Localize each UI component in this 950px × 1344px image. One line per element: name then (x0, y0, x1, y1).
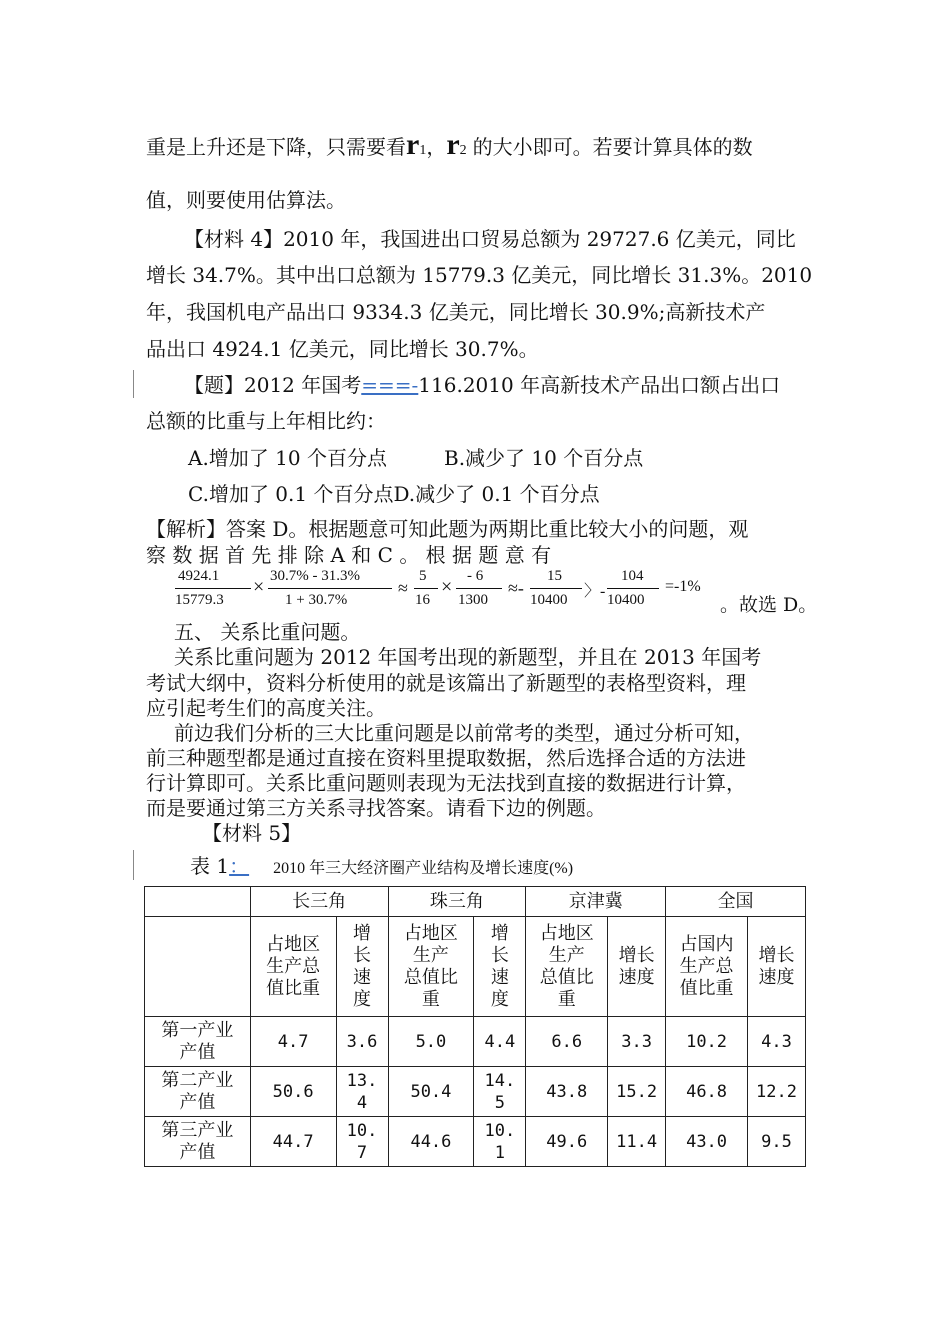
value-text: 10. (484, 1120, 516, 1141)
subheader-text: 占国内 (679, 933, 734, 955)
subheader-text: 生产 (548, 944, 585, 966)
analysis-line-2: 察 数 据 首 先 排 除 A 和 C 。 根 据 题 意 有 (146, 543, 552, 567)
value-cell (336, 1017, 388, 1067)
row-label-text: 第三产业 (161, 1119, 234, 1141)
subheader-text: 总值比 (403, 966, 458, 988)
option-a: A.增加了 10 个百分点 (188, 446, 387, 470)
table-row (145, 1067, 806, 1117)
value-text: 43.0 (686, 1131, 728, 1152)
subheader-text: 增长 (618, 944, 655, 966)
question-link[interactable]: ===- (361, 373, 419, 397)
row-label-cell (145, 1067, 251, 1117)
subscript-2: 2 (459, 143, 467, 158)
header-pearl-delta: 珠三角 (388, 887, 526, 917)
para-line-1 (146, 128, 753, 163)
value-cell (666, 1067, 748, 1117)
subscript-1: 1 (419, 143, 427, 158)
value-cell (388, 1067, 474, 1117)
subheader-text: 值比重 (679, 977, 734, 999)
value-cell (748, 1067, 806, 1117)
question-prefix: 【题】2012 年国考 (184, 373, 362, 397)
row-label-text: 产值 (179, 1091, 216, 1113)
value-cell (474, 1117, 526, 1167)
subheader-text: 重 (557, 988, 576, 1010)
subheader-text: 长 (353, 944, 372, 966)
subheader-blank-cell (145, 917, 251, 1017)
equals-result: =-1% (665, 578, 701, 595)
subheader-text: 速 (353, 966, 372, 988)
r-symbol-1: r (406, 128, 420, 161)
subheader-text: 占地区 (539, 922, 594, 944)
value-text: 3.3 (621, 1031, 652, 1052)
value-text: 4.3 (761, 1031, 792, 1052)
para-line-1-start: 重是上升还是下降，只需要看 (146, 135, 406, 159)
frac4-numerator: - 6 (467, 568, 484, 584)
subheader-text: 重 (421, 988, 440, 1010)
value-text: 10.2 (686, 1031, 728, 1052)
table-header-row-2 (145, 917, 806, 1017)
header-national: 全国 (666, 887, 806, 917)
material4-line-1: 【材料 4】2010 年，我国进出口贸易总额为 29727.6 亿美元，同比 (184, 227, 796, 251)
table-label-link[interactable]: ： (229, 854, 250, 878)
subheader-text: 增 (490, 922, 509, 944)
value-text: 9.5 (761, 1131, 792, 1152)
value-cell (526, 1067, 608, 1117)
value-cell (748, 1117, 806, 1167)
question-line-1 (184, 373, 780, 397)
material5-label: 【材料 5】 (202, 821, 302, 845)
value-cell (526, 1017, 608, 1067)
value-cell (388, 1017, 474, 1067)
approx-sign-1: ≈ (398, 578, 408, 598)
value-cell (666, 1017, 748, 1067)
section5-p2-line-4: 而是要通过第三方关系寻找答案。请看下边的例题。 (146, 796, 606, 820)
value-text: 3.6 (346, 1031, 378, 1052)
subheader-text: 生产 (412, 944, 449, 966)
industry-structure-table (144, 886, 806, 1167)
value-text: 13. (346, 1070, 378, 1091)
section5-p1-line-3: 应引起考生们的高度关注。 (146, 696, 386, 720)
subheader-text: 生产总 (266, 955, 321, 977)
subheader-cell (526, 917, 608, 1017)
value-cell (250, 1017, 336, 1067)
subheader-cell (336, 917, 388, 1017)
value-cell (474, 1067, 526, 1117)
row-label-cell (145, 1117, 251, 1167)
material4-line-2: 增长 34.7%。其中出口总额为 15779.3 亿美元，同比增长 31.3%。2010 (146, 263, 813, 287)
frac5-denominator: 10400 (530, 592, 568, 608)
para-line-2: 值，则要使用估算法。 (146, 188, 346, 212)
r-symbol-2: r (446, 128, 460, 161)
subheader-cell (388, 917, 474, 1017)
revision-bar (133, 370, 134, 398)
value-text: 10. (346, 1120, 378, 1141)
question-text: 116.2010 年高新技术产品出口额占出口 (418, 373, 781, 397)
frac2-denominator: 1 + 30.7% (285, 592, 348, 608)
row-label-text: 第一产业 (161, 1019, 234, 1041)
value-text: 44.6 (410, 1131, 452, 1152)
frac3-numerator: 5 (419, 568, 427, 584)
table-row (145, 1017, 806, 1067)
frac6-numerator: 104 (621, 568, 644, 584)
value-text: 15.2 (616, 1081, 658, 1102)
subheader-text: 速度 (618, 966, 655, 988)
analysis-line-1: 【解析】答案 D。根据题意可知此题为两期比重比较大小的问题，观 (146, 517, 749, 541)
frac2-numerator: 30.7% - 31.3% (270, 568, 360, 584)
subheader-text: 速度 (758, 966, 795, 988)
value-text: 7 (356, 1142, 368, 1163)
value-cell (388, 1117, 474, 1167)
section5-title: 五、 关系比重问题。 (174, 620, 361, 644)
subheader-text: 生产总 (679, 955, 734, 977)
option-c-d: C.增加了 0.1 个百分点D.减少了 0.1 个百分点 (188, 482, 600, 506)
value-cell (336, 1067, 388, 1117)
subheader-text: 值比重 (266, 977, 321, 999)
frac5-numerator: 15 (547, 568, 562, 584)
row-label-cell (145, 1017, 251, 1067)
value-text: 4.7 (277, 1031, 309, 1052)
revision-bar-2 (133, 850, 134, 880)
frac1-numerator: 4924.1 (178, 568, 220, 584)
value-text: 5 (494, 1092, 505, 1113)
section5-p2-line-1: 前边我们分析的三大比重问题是以前常考的类型，通过分析可知， (174, 721, 754, 745)
question-line-2: 总额的比重与上年相比约： (146, 409, 386, 433)
value-cell (474, 1017, 526, 1067)
value-text: 5.0 (415, 1031, 447, 1052)
value-cell (608, 1067, 666, 1117)
value-cell (336, 1117, 388, 1167)
value-text: 4.4 (484, 1031, 516, 1052)
subheader-cell (748, 917, 806, 1017)
value-text: 11.4 (616, 1131, 658, 1152)
greater-sign: 〉- (584, 583, 606, 600)
value-cell (666, 1117, 748, 1167)
symbol-comma: ， (426, 135, 447, 159)
value-cell (608, 1017, 666, 1067)
subheader-cell (666, 917, 748, 1017)
table-label: 表 1 (190, 854, 230, 878)
frac6-line (607, 588, 659, 589)
frac5-line (530, 588, 582, 589)
value-text: 1 (494, 1142, 505, 1163)
analysis-tail: 。故选 D。 (720, 594, 818, 616)
approx-sign-2: ≈- (508, 578, 524, 598)
frac4-denominator: 1300 (458, 592, 488, 608)
table-caption: 2010 年三大经济圈产业结构及增长速度(%) (273, 860, 574, 877)
value-text: 6.6 (551, 1031, 583, 1052)
value-cell (748, 1017, 806, 1067)
subheader-cell (250, 917, 336, 1017)
subheader-text: 速 (490, 966, 509, 988)
times-sign-1: × (253, 576, 265, 598)
frac6-denominator: 10400 (607, 592, 645, 608)
frac2-line (268, 588, 392, 589)
value-text: 4 (356, 1092, 368, 1113)
subheader-cell (608, 917, 666, 1017)
frac1-denominator: 15779.3 (175, 592, 224, 608)
value-text: 12.2 (756, 1081, 797, 1102)
material4-line-3: 年，我国机电产品出口 9334.3 亿美元，同比增长 30.9%;高新技术产 (146, 300, 766, 324)
table-header-row-1 (145, 887, 806, 917)
value-text: 44.7 (272, 1131, 314, 1152)
times-sign-2: × (441, 576, 453, 598)
value-cell (608, 1117, 666, 1167)
row-label-text: 产值 (179, 1141, 216, 1163)
value-text: 46.8 (686, 1081, 728, 1102)
row-label-text: 产值 (179, 1041, 216, 1063)
table-caption-row (190, 854, 573, 881)
header-yangtze-delta: 长三角 (250, 887, 388, 917)
subheader-text: 增 (353, 922, 372, 944)
para-line-1-end: 的大小即可。若要计算具体的数 (472, 135, 753, 159)
table-corner-cell (145, 887, 251, 917)
value-text: 14. (484, 1070, 516, 1091)
value-text: 43.8 (546, 1081, 588, 1102)
section5-p1-line-2: 考试大纲中，资料分析使用的就是该篇出了新题型的表格型资料，理 (146, 671, 746, 695)
subheader-text: 度 (353, 988, 372, 1010)
section5-p2-line-3: 行计算即可。关系比重问题则表现为无法找到直接的数据进行计算， (146, 771, 746, 795)
value-cell (526, 1117, 608, 1167)
subheader-text: 增长 (758, 944, 795, 966)
material4-line-4: 品出口 4924.1 亿美元，同比增长 30.7%。 (146, 337, 539, 361)
value-cell (250, 1117, 336, 1167)
subheader-text: 总值比 (539, 966, 594, 988)
subheader-text: 占地区 (266, 933, 321, 955)
value-cell (250, 1067, 336, 1117)
frac3-line (414, 588, 438, 589)
row-label-text: 第二产业 (161, 1069, 234, 1091)
section5-p2-line-2: 前三种题型都是通过直接在资料里提取数据，然后选择合适的方法进 (146, 746, 746, 770)
subheader-cell (474, 917, 526, 1017)
value-text: 50.4 (410, 1081, 452, 1102)
section5-p1-line-1: 关系比重问题为 2012 年国考出现的新题型，并且在 2013 年国考 (174, 645, 762, 669)
subheader-text: 占地区 (403, 922, 458, 944)
frac4-line (456, 588, 502, 589)
table-row (145, 1117, 806, 1167)
value-text: 50.6 (272, 1081, 314, 1102)
value-text: 49.6 (546, 1131, 588, 1152)
option-b: B.减少了 10 个百分点 (444, 446, 644, 470)
subheader-text: 长 (490, 944, 509, 966)
header-jingjinji: 京津冀 (526, 887, 666, 917)
subheader-text: 度 (490, 988, 509, 1010)
frac1-line (175, 588, 251, 589)
frac3-denominator: 16 (415, 592, 430, 608)
